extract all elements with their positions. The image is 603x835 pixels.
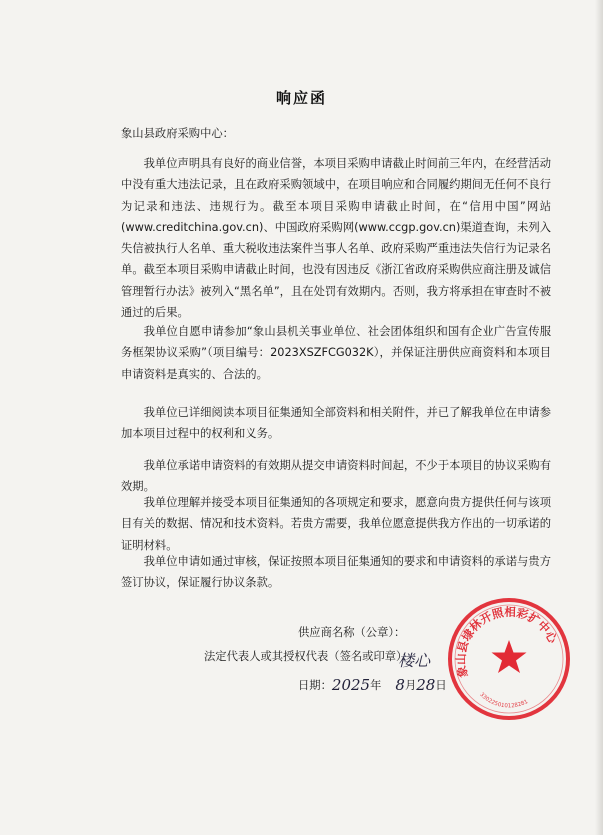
seal-number-path: 330225010128281 [478, 691, 529, 710]
date-month: 8 [395, 676, 405, 694]
seal-star-icon [492, 640, 527, 673]
date-label: 日期： [298, 679, 332, 692]
seal-name-path: 象山县埭林开照相彩扩中心 [453, 604, 561, 679]
addressee: 象山县政府采购中心： [121, 127, 234, 140]
page-edge-shadow [595, 0, 603, 835]
paragraph-validity: 我单位承诺申请资料的有效期从提交申请资料时间起，不少于本项目的协议采购有效期。 [121, 459, 551, 494]
supplier-name-label: 供应商名称（公章）： [298, 626, 406, 639]
document-title: 响应函 [275, 89, 327, 107]
paragraph-integrity-declaration: 我单位声明具有良好的商业信誉，本项目采购申请截止时间前三年内，在经营活动中没有重大违法记录，且在政府采购领域中，在项目响应和合同履约期间无任何不良行为记录和违法、违规行为。截至本项目采购申请截止时间，在“信用中国”网站(www.creditchina.gov.cn)、中国政府采购网(www.ccgp.gov.cn)渠道查询，未列入失信被执行人名单、重大税收违法案件当事人名单、政府采购严重违法失信行为记录名单。截至本项目采购申请截止时间，也没有因违反《浙江省政府采购供应商注册及诚信管理暂行办法》被列入“黑名单”，且在处罚有效期内。否则，我方将承担在审查时不被通过的后果。 [121, 157, 551, 320]
date-day-suffix: 日 [435, 679, 447, 692]
paragraph-materials: 我单位理解并接受本项目征集通知的各项规定和要求，愿意向贵方提供任何与该项目有关的数据、情况和技术资料。若贵方需要，我单位愿意提供我方作出的一切承诺的证明材料。 [121, 496, 551, 552]
paragraph-rights-obligations: 我单位已详细阅读本项目征集通知全部资料和相关附件，并已了解我单位在申请参加本项目过程中的权利和义务。 [121, 406, 551, 441]
legal-representative-label: 法定代表人或其授权代表（签名或印章）： [204, 650, 413, 663]
date-month-suffix: 月 [404, 679, 417, 692]
date-year: 2025 [331, 676, 371, 694]
handwritten-signature: 楼心 [398, 651, 431, 670]
paragraph-application: 我单位自愿申请参加“象山县机关事业单位、社会团体组织和国有企业广告宣传服务框架协议采购”（项目编号：2023XSZFCG032K），并保证注册供应商资料和本项目申请资料是真实的、合法的。 [121, 325, 551, 381]
date-day: 28 [416, 676, 436, 694]
date-year-suffix: 年 [370, 679, 382, 692]
seal-number-text [478, 692, 529, 710]
date-line [298, 677, 447, 693]
official-seal [446, 596, 572, 722]
paragraph-agreement: 我单位申请如通过审核，保证按照本项目征集通知的要求和申请资料的承诺与贵方签订协议，保证履行协议条款。 [121, 555, 551, 590]
